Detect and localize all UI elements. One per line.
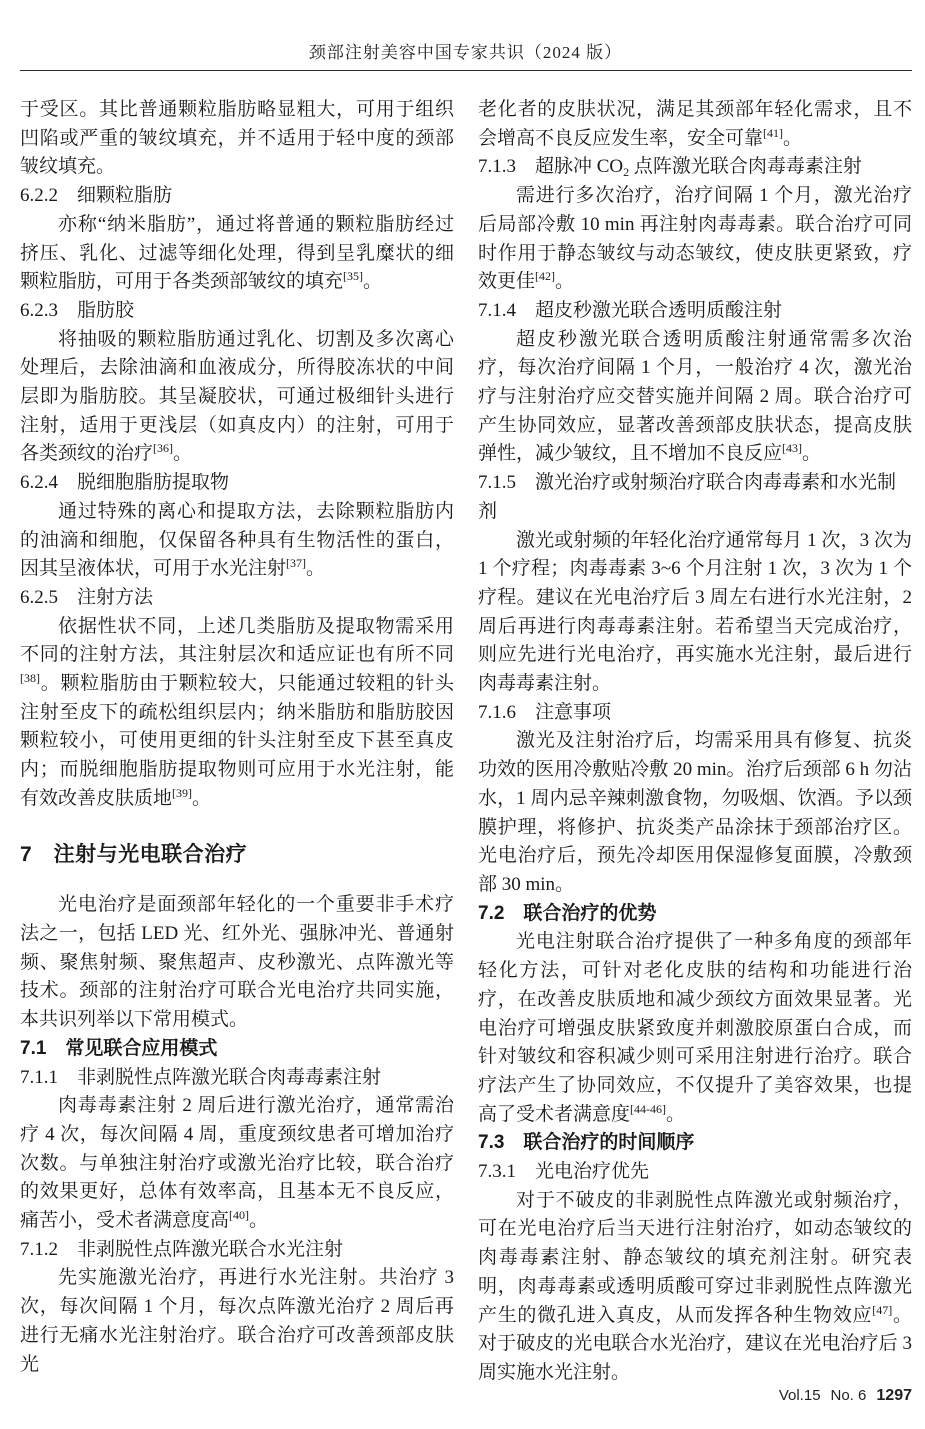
section-heading: 6.2.2 细颗粒脂肪	[20, 185, 173, 207]
reference-marker: [47]	[872, 1302, 893, 1317]
reference-marker: [43]	[782, 441, 803, 456]
section-heading: 7.1.1 非剥脱性点阵激光联合肉毒毒素注射	[20, 1066, 382, 1088]
page-number: 1297	[876, 1387, 912, 1404]
chemical-subscript: 2	[623, 165, 630, 180]
page-header	[20, 38, 911, 63]
reference-marker: [44-46]	[630, 1101, 667, 1116]
paragraph: 光电治疗是面颈部年轻化的一个重要非手术疗法之一，包括 LED 光、红外光、强脉冲光、普通射频、聚焦射频、聚焦超声、皮秒激光、点阵激光等技术。颈部的注射治疗可联合光电治疗共同实施，本共识列举以下常用模式。	[20, 894, 454, 1031]
section-heading: 7.3.1 光电治疗优先	[478, 1161, 650, 1183]
section-heading: 7 注射与光电联合治疗	[20, 842, 248, 866]
section-heading: 7.3 联合治疗的时间顺序	[478, 1132, 695, 1154]
section-heading: 7.1.3 超脉冲 $CO_2$ 点阵激光联合肉毒毒素注射	[478, 156, 862, 180]
issue-label: No. 6	[830, 1387, 867, 1404]
paragraph: 于受区。其比普通颗粒脂肪略显粗大，可用于组织凹陷或严重的皱纹填充，并不适用于轻中度的颈部皱纹填充。	[20, 99, 454, 178]
section-heading: 6.2.3 脂肪胶	[20, 299, 135, 321]
page-title: 颈部注射美容中国专家共识（2024 版）	[308, 43, 623, 62]
paragraph: 激光或射频的年轻化治疗通常每月 1 次，3 次为 1 个疗程；肉毒毒素 3~6 个月注射 1 次，3 次为 1 个疗程。建议在光电治疗后 3 周左右进行水光注射，2 周后再进行肉毒毒素注射。若希望当天完成治疗，则应先进行光电治疗，再实施水光注射，最后进行肉毒毒素注射。	[478, 529, 912, 695]
right-column	[478, 96, 912, 1388]
paragraph: 对于不破皮的非剥脱性点阵激光或射频治疗，可在光电治疗后当天进行注射治疗，如动态皱纹的肉毒毒素注射、静态皱纹的填充剂注射。研究表明，肉毒毒素或透明质酸可穿过非剥脱性点阵激光产生的微孔进入真皮，从而发挥各种生物效应[47]。对于破皮的光电联合水光治疗，建议在光电治疗后 3 周实施水光注射。	[478, 1189, 912, 1383]
reference-marker: [37]	[286, 556, 307, 571]
reference-marker: [35]	[343, 269, 364, 284]
page-footer	[779, 1387, 912, 1405]
section-heading: 7.1.2 非剥脱性点阵激光联合水光注射	[20, 1238, 344, 1260]
paragraph: 光电注射联合治疗提供了一种多角度的颈部年轻化方法，可针对老化皮肤的结构和功能进行治疗，在改善皮肤质地和减少颈纹方面效果显著。光电治疗可增强皮肤紧致度并刺激胶原蛋白合成，而针对皱纹和容积减少则可采用注射进行治疗。联合疗法产生了协同效应，不仅提升了美容效果，也提高了受术者满意度[44-46]。	[478, 931, 912, 1125]
section-heading: 7.1.4 超皮秒激光联合透明质酸注射	[478, 299, 783, 321]
paragraph: 肉毒毒素注射 2 周后进行激光治疗，通常需治疗 4 次，每次间隔 4 周，重度颈纹患者可增加治疗次数。与单独注射治疗或激光治疗比较，联合治疗的效果更好，总体有效率高，且基本无不良反应，痛苦小，受术者满意度高[40]。	[20, 1095, 454, 1232]
paragraph: 依据性状不同，上述几类脂肪及提取物需采用不同的注射方法，其注射层次和适应证也有所不同[38]。颗粒脂肪由于颗粒较大，只能通过较粗的针头注射至皮下的疏松组织层内；纳米脂肪和脂肪胶因颗粒较小，可使用更细的针头注射至皮下甚至真皮内；而脱细胞脂肪提取物则可应用于水光注射，能有效改善皮肤质地[39]。	[20, 615, 454, 809]
paragraph: 通过特殊的离心和提取方法，去除颗粒脂肪内的油滴和细胞，仅保留各种具有生物活性的蛋白，因其呈液体状，可用于水光注射[37]。	[20, 500, 454, 580]
reference-marker: [41]	[763, 125, 784, 140]
paragraph: 将抽吸的颗粒脂肪通过乳化、切割及多次离心处理后，去除油滴和血液成分，所得胶冻状的中间层即为脂肪胶。其呈凝胶状，可通过极细针头进行注射，适用于更浅层（如真皮内）的注射，可用于各类颈纹的治疗[36]。	[20, 328, 454, 465]
paragraph: 需进行多次治疗，治疗间隔 1 个月，激光治疗后局部冷敷 10 min 再注射肉毒毒素。联合治疗可同时作用于静态皱纹与动态皱纹，使皮肤更紧致，疗效更佳[42]。	[478, 185, 912, 293]
section-heading: 7.1.6 注意事项	[478, 701, 612, 723]
left-column	[20, 96, 454, 1388]
header-divider	[20, 70, 912, 71]
paragraph: 超皮秒激光联合透明质酸注射通常需多次治疗，每次治疗间隔 1 个月，一般治疗 4 次，激光治疗与注射治疗应交替实施并间隔 2 周。联合治疗可产生协同效应，显著改善颈部皮肤状态，提高皮肤弹性，减少皱纹，且不增加不良反应[43]。	[478, 328, 912, 465]
reference-marker: [40]	[229, 1208, 250, 1223]
section-heading: 7.1.5 激光治疗或射频治疗联合肉毒毒素和水光制剂	[478, 472, 897, 522]
paragraph: 老化者的皮肤状况，满足其颈部年轻化需求，且不会增高不良反应发生率，安全可靠[41]。	[478, 99, 912, 149]
volume-label: Vol.15	[778, 1387, 821, 1404]
paragraph: 亦称“纳米脂肪”，通过将普通的颗粒脂肪经过挤压、乳化、过滤等细化处理，得到呈乳糜状的细颗粒脂肪，可用于各类颈部皱纹的填充[35]。	[20, 213, 454, 293]
paragraph: 先实施激光治疗，再进行水光注射。共治疗 3 次，每次间隔 1 个月，每次点阵激光治疗 2 周后再进行无痛水光注射治疗。联合治疗可改善颈部皮肤光	[20, 1267, 454, 1375]
section-heading: 7.1 常见联合应用模式	[20, 1037, 218, 1059]
reference-marker: [38]	[20, 671, 40, 686]
reference-marker: [42]	[535, 269, 556, 284]
content-columns	[20, 96, 912, 1388]
reference-marker: [39]	[172, 785, 193, 800]
section-heading: 6.2.4 脱细胞脂肪提取物	[20, 472, 230, 494]
section-heading: 6.2.5 注射方法	[20, 586, 154, 608]
section-heading: 7.2 联合治疗的优势	[478, 902, 657, 924]
reference-marker: [36]	[153, 441, 174, 456]
paragraph: 激光及注射治疗后，均需采用具有修复、抗炎功效的医用冷敷贴冷敷 20 min。治疗后颈部 6 h 勿沾水，1 周内忌辛辣刺激食物，勿吸烟、饮酒。予以颈膜护理，将修护、抗炎类产品涂抹于颈部治疗区。光电治疗后，预先冷却医用保湿修复面膜，冷敷颈部 30 min。	[478, 730, 912, 895]
